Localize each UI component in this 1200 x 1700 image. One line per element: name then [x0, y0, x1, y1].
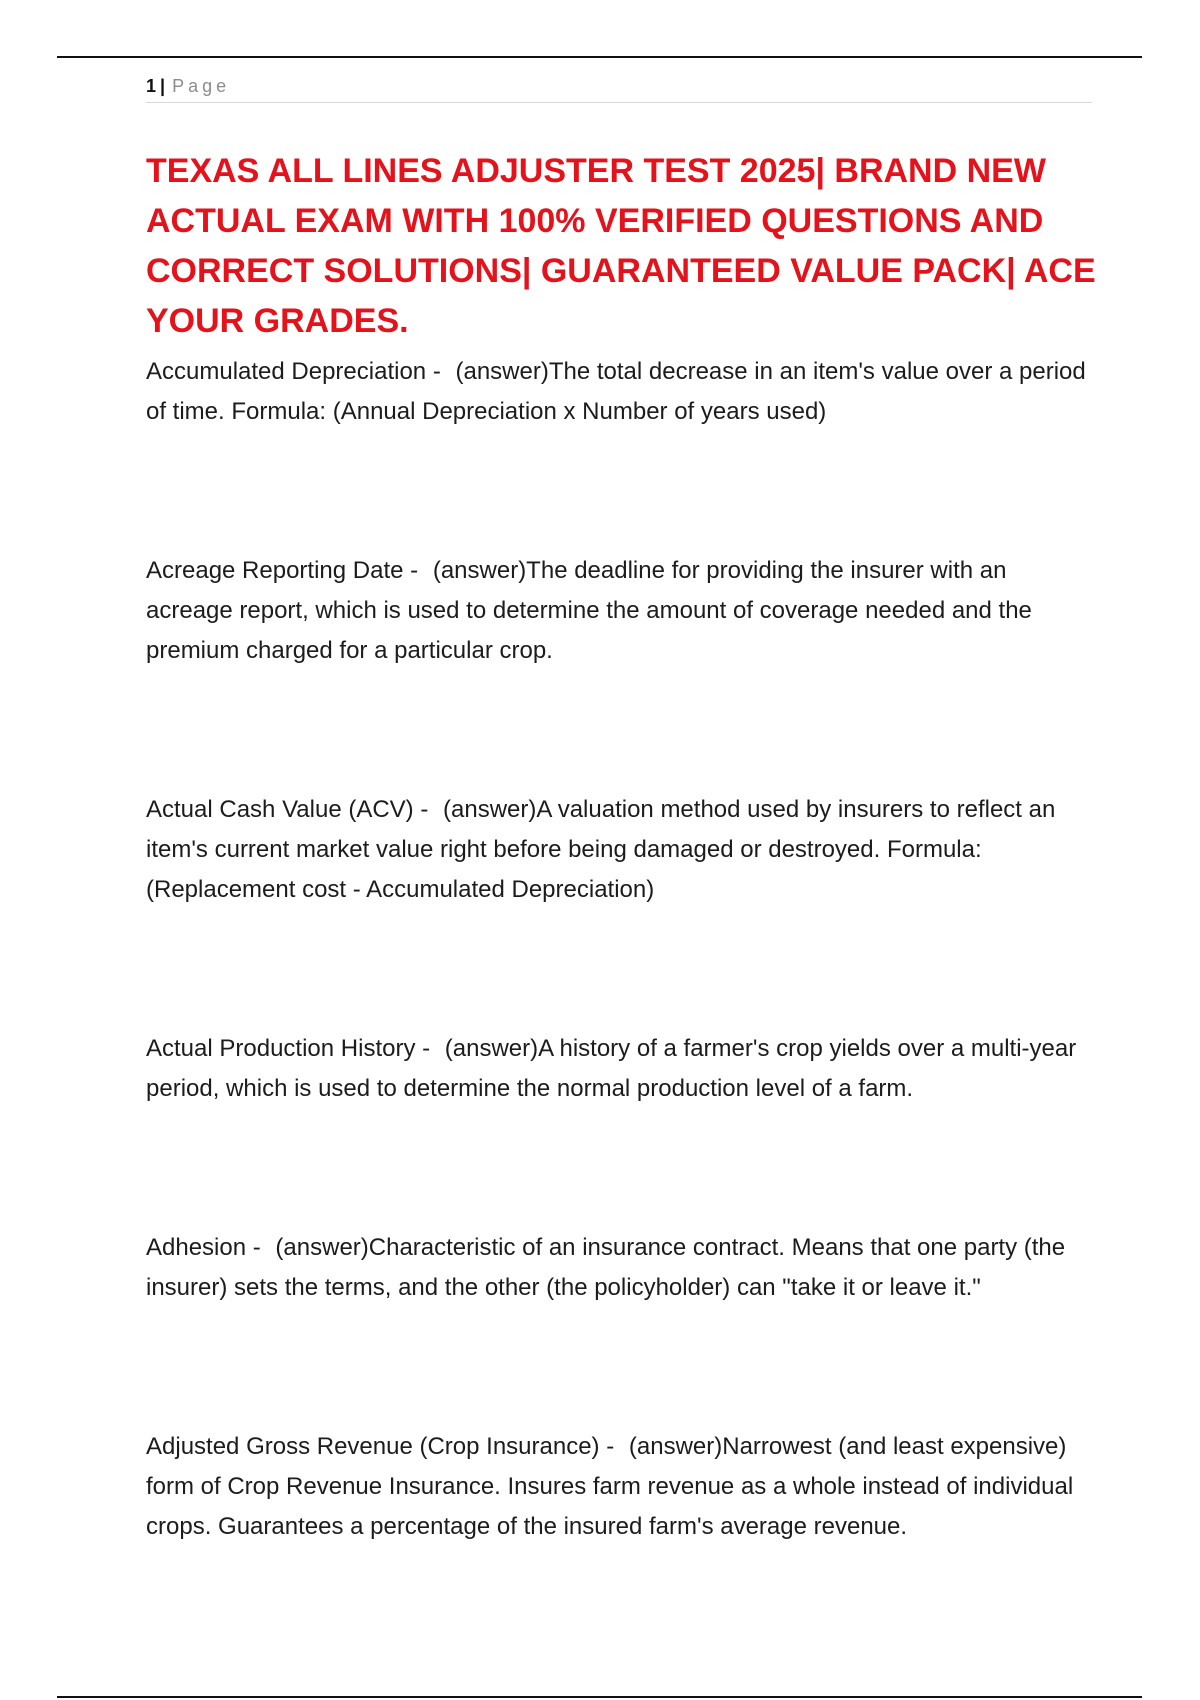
entry-answer: (answer)A valuation method used by insurers to reflect an item's current market value right before being damaged or destroyed. Formula: (Replacement cost - Accumulated Depreciation) [146, 796, 1056, 903]
document-title: TEXAS ALL LINES ADJUSTER TEST 2025| BRAND NEW ACTUAL EXAM WITH 100% VERIFIED QUESTIONS AND CORRECT SOLUTIONS| GUARANTEED VALUE PACK| ACE YOUR GRADES. [146, 152, 1096, 340]
glossary-list [146, 352, 1096, 1547]
page-label: Page [172, 76, 231, 96]
entry-answer: (answer)The total decrease in an item's value over a period of time. Formula: (Annual Depreciation x Number of years used) [146, 358, 1086, 425]
entry-answer: (answer)Narrowest (and least expensive) form of Crop Revenue Insurance. Insures farm revenue as a whole instead of individual crops. Guarantees a percentage of the insured farm's average revenue. [146, 1433, 1074, 1540]
page-header-separator: | [160, 76, 166, 96]
document-body [146, 146, 1096, 1666]
glossary-entry [146, 1029, 1096, 1109]
entry-term: Adhesion - [146, 1234, 261, 1261]
entry-answer: (answer)The deadline for providing the insurer with an acreage report, which is used to determine the amount of coverage needed and the premium charged for a particular crop. [146, 557, 1032, 664]
entry-answer: (answer)Characteristic of an insurance contract. Means that one party (the insurer) sets the terms, and the other (the policyholder) can "take it or leave it." [146, 1234, 1066, 1301]
entry-term: Acreage Reporting Date - [146, 557, 419, 584]
glossary-entry [146, 551, 1096, 671]
page-number: 1 [146, 76, 157, 96]
page-bottom-rule [57, 1696, 1142, 1698]
glossary-entry [146, 352, 1096, 432]
entry-term: Actual Cash Value (ACV) - [146, 796, 429, 823]
page-top-rule [57, 56, 1142, 58]
glossary-entry [146, 1228, 1096, 1308]
entry-answer: (answer)A history of a farmer's crop yields over a multi-year period, which is used to determine the normal production level of a farm. [146, 1035, 1077, 1102]
entry-term: Accumulated Depreciation - [146, 358, 441, 385]
entry-term: Actual Production History - [146, 1035, 431, 1062]
glossary-entry [146, 790, 1096, 910]
page-header [146, 74, 1092, 103]
entry-term: Adjusted Gross Revenue (Crop Insurance) - [146, 1433, 615, 1460]
glossary-entry [146, 1427, 1096, 1547]
